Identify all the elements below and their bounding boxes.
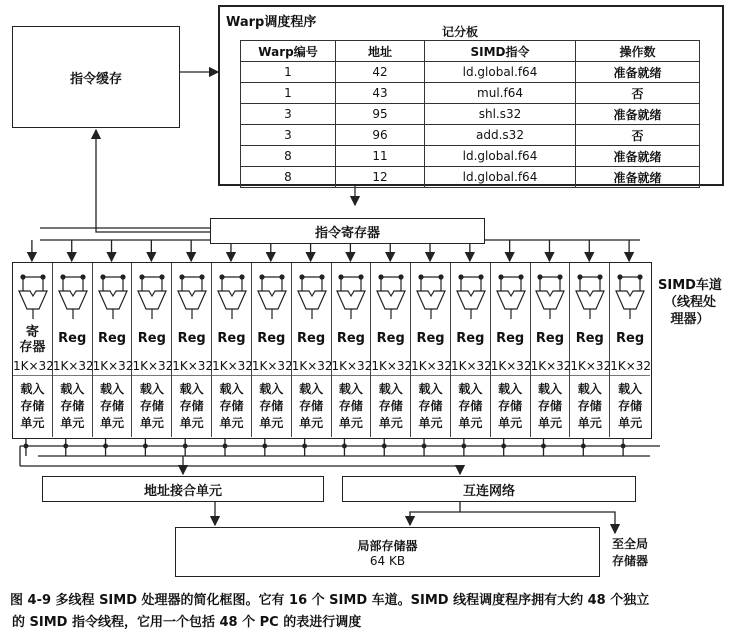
alu-icon — [174, 269, 210, 321]
register-file-size: 1K×32 — [570, 359, 612, 373]
register-file-size: 1K×32 — [450, 359, 492, 373]
alu-icon — [95, 269, 131, 321]
load-store-label-line1: 载入 — [60, 382, 85, 396]
cell-warp-id: 1 — [241, 62, 336, 83]
register-file-label: Reg — [58, 331, 87, 346]
lane-divider — [53, 375, 92, 376]
global-memory-label-line2: 存储器 — [612, 554, 649, 568]
load-store-label-line3: 单元 — [577, 416, 602, 430]
interconnect-network — [342, 476, 636, 502]
col-warp-id: Warp编号 — [241, 41, 336, 62]
load-store-label-line3: 单元 — [60, 416, 85, 430]
load-store-label-line3: 单元 — [537, 416, 562, 430]
register-file-size: 1K×32 — [411, 359, 452, 373]
load-store-label-line3: 单元 — [20, 416, 45, 430]
simd-lane — [332, 263, 372, 437]
simd-lane — [451, 263, 491, 437]
cell-operands: 否 — [576, 83, 700, 104]
register-file-label: Reg — [177, 331, 206, 346]
simd-lane — [212, 263, 252, 437]
register-file-size: 1K×32 — [13, 359, 54, 373]
simd-lane — [610, 263, 650, 437]
load-store-unit — [292, 381, 331, 432]
simd-lane — [531, 263, 571, 437]
lane-divider — [212, 375, 251, 376]
caption-line2: 的 SIMD 指令线程，它用一个包括 48 个 PC 的表进行调度 — [12, 615, 362, 630]
register-file-label: Reg — [535, 331, 565, 346]
load-store-label-line1: 载入 — [338, 382, 363, 396]
lane-divider — [252, 375, 291, 376]
register-file-label: Reg — [376, 331, 405, 346]
warp-scheduler — [218, 5, 724, 186]
cell-address: 11 — [336, 146, 425, 167]
cell-address: 42 — [336, 62, 425, 83]
load-store-unit — [371, 381, 410, 432]
alu-icon — [134, 269, 170, 321]
global-memory-label — [612, 536, 648, 570]
simd-lane — [172, 263, 212, 437]
cell-address: 95 — [336, 104, 425, 125]
register-file-label: Reg — [217, 331, 246, 346]
register-file-size: 1K×32 — [92, 359, 134, 373]
simd-lane — [53, 263, 93, 437]
register-file-label-line2: 存器 — [19, 340, 46, 355]
cell-operands: 准备就绪 — [576, 62, 700, 83]
register-file-size: 1K×32 — [251, 359, 293, 373]
load-store-unit — [53, 381, 92, 432]
cell-address: 12 — [336, 167, 425, 188]
instruction-cache — [12, 26, 180, 128]
lane-divider — [292, 375, 331, 376]
local-memory — [175, 527, 600, 577]
alu-icon — [532, 269, 568, 321]
load-store-unit — [13, 381, 52, 432]
lane-divider — [93, 375, 132, 376]
alu-icon — [254, 269, 290, 321]
load-store-label-line2: 存储 — [219, 399, 244, 413]
load-store-label-line1: 载入 — [20, 382, 45, 396]
load-store-label-line1: 载入 — [179, 382, 204, 396]
lane-divider — [411, 375, 450, 376]
alu-icon — [55, 269, 91, 321]
register-file-size: 1K×32 — [530, 359, 572, 373]
caption-line1: 图 4-9 多线程 SIMD 处理器的简化框图。它有 16 个 SIMD 车道。SIMD 线程调度程序拥有大约 48 个独立 — [10, 593, 650, 608]
load-store-label-line2: 存储 — [498, 399, 523, 413]
address-coalescing-label: 地址接合单元 — [143, 483, 222, 499]
col-simd-instruction: SIMD指令 — [425, 41, 576, 62]
cell-warp-id: 3 — [241, 104, 336, 125]
load-store-label-line2: 存储 — [458, 399, 483, 413]
register-file-label-line1: 寄 — [25, 325, 39, 340]
lane-divider — [451, 375, 490, 376]
scoreboard-row — [241, 83, 700, 104]
alu-icon — [294, 269, 330, 321]
load-store-label-line3: 单元 — [259, 416, 284, 430]
alu-icon — [214, 269, 250, 321]
col-address: 地址 — [336, 41, 425, 62]
scoreboard-row — [241, 146, 700, 167]
cell-warp-id: 8 — [241, 167, 336, 188]
simd-lane — [13, 263, 53, 437]
load-store-label-line1: 载入 — [378, 382, 403, 396]
local-memory-size: 64 KB — [369, 553, 406, 568]
simd-lane-label-line1: SIMD车道 — [658, 278, 722, 293]
load-store-unit — [172, 381, 211, 432]
lane-divider — [531, 375, 570, 376]
register-file-size: 1K×32 — [132, 359, 174, 373]
simd-lane-label — [658, 277, 722, 328]
load-store-unit — [531, 381, 570, 432]
alu-icon — [572, 269, 608, 321]
cell-warp-id: 3 — [241, 125, 336, 146]
scoreboard-row — [241, 167, 700, 188]
load-store-label-line1: 载入 — [219, 382, 244, 396]
load-store-unit — [93, 381, 132, 432]
load-store-label-line3: 单元 — [338, 416, 363, 430]
cell-operands: 否 — [576, 125, 700, 146]
cell-operands: 准备就绪 — [576, 146, 700, 167]
load-store-unit — [570, 381, 609, 432]
simd-lane — [292, 263, 332, 437]
load-store-label-line3: 单元 — [618, 416, 643, 430]
simd-lane — [371, 263, 411, 437]
simd-lane — [93, 263, 133, 437]
load-store-label-line2: 存储 — [618, 399, 643, 413]
register-file-size: 1K×32 — [331, 359, 373, 373]
simd-lane — [570, 263, 610, 437]
load-store-unit — [610, 381, 650, 432]
simd-lane-label-line2: （线程处 — [663, 295, 716, 310]
lane-divider — [332, 375, 371, 376]
cell-warp-id: 8 — [241, 146, 336, 167]
lane-divider — [610, 375, 650, 376]
simd-lane-label-line3: 理器） — [670, 312, 710, 327]
warp-scheduler-title: Warp调度程序 — [226, 15, 317, 30]
load-store-unit — [411, 381, 450, 432]
load-store-label-line2: 存储 — [100, 399, 125, 413]
scoreboard-table — [240, 40, 700, 188]
register-file-size: 1K×32 — [610, 359, 652, 373]
load-store-label-line2: 存储 — [338, 399, 363, 413]
register-file-label: Reg — [137, 331, 166, 346]
register-file-label: Reg — [456, 331, 485, 346]
load-store-label-line2: 存储 — [60, 399, 85, 413]
load-store-label-line1: 载入 — [577, 382, 602, 396]
simd-lane — [491, 263, 531, 437]
load-store-label-line1: 载入 — [299, 382, 324, 396]
cell-simd-instruction: shl.s32 — [425, 104, 576, 125]
alu-icon — [453, 269, 489, 321]
load-store-label-line2: 存储 — [378, 399, 403, 413]
load-store-unit — [132, 381, 171, 432]
load-store-label-line3: 单元 — [458, 416, 483, 430]
global-memory-label-line1: 至全局 — [612, 537, 649, 551]
register-file-size: 1K×32 — [490, 359, 532, 373]
scoreboard-title: 记分板 — [442, 25, 479, 39]
load-store-label-line1: 载入 — [618, 382, 643, 396]
cell-simd-instruction: ld.global.f64 — [425, 62, 576, 83]
lane-divider — [132, 375, 171, 376]
load-store-label-line2: 存储 — [577, 399, 602, 413]
register-file-label — [13, 325, 52, 355]
load-store-label-line2: 存储 — [179, 399, 204, 413]
simd-lane — [132, 263, 172, 437]
load-store-label-line1: 载入 — [418, 382, 443, 396]
cell-address: 43 — [336, 83, 425, 104]
cell-simd-instruction: ld.global.f64 — [425, 167, 576, 188]
load-store-label-line3: 单元 — [139, 416, 164, 430]
local-memory-label: 局部存储器 — [357, 538, 418, 553]
alu-icon — [15, 269, 51, 321]
load-store-label-line2: 存储 — [20, 399, 45, 413]
load-store-label-line1: 载入 — [139, 382, 164, 396]
instruction-cache-label: 指令缓存 — [69, 71, 122, 87]
cell-warp-id: 1 — [241, 83, 336, 104]
load-store-label-line3: 单元 — [179, 416, 204, 430]
cell-simd-instruction: add.s32 — [425, 125, 576, 146]
cell-address: 96 — [336, 125, 425, 146]
load-store-label-line2: 存储 — [418, 399, 443, 413]
load-store-label-line1: 载入 — [498, 382, 523, 396]
scoreboard-row — [241, 62, 700, 83]
load-store-label-line3: 单元 — [498, 416, 523, 430]
col-operands: 操作数 — [576, 41, 700, 62]
load-store-unit — [332, 381, 371, 432]
load-store-label-line2: 存储 — [259, 399, 284, 413]
scoreboard-row — [241, 104, 700, 125]
lane-divider — [13, 375, 52, 376]
alu-icon — [612, 269, 648, 321]
simd-lane — [252, 263, 292, 437]
register-file-label: Reg — [575, 331, 604, 346]
register-file-label: Reg — [257, 331, 286, 346]
alu-icon — [493, 269, 529, 321]
alu-icon — [333, 269, 369, 321]
simd-lanes-array — [12, 262, 652, 439]
instruction-register — [210, 218, 485, 244]
register-file-size: 1K×32 — [371, 359, 413, 373]
cell-operands: 准备就绪 — [576, 167, 700, 188]
load-store-label-line1: 载入 — [537, 382, 562, 396]
load-store-unit — [491, 381, 530, 432]
interconnect-label: 互连网络 — [462, 483, 515, 499]
load-store-label-line3: 单元 — [219, 416, 244, 430]
scoreboard-row — [241, 125, 700, 146]
cell-operands: 准备就绪 — [576, 104, 700, 125]
register-file-size: 1K×32 — [212, 359, 253, 373]
register-file-label: Reg — [97, 331, 127, 346]
load-store-label-line3: 单元 — [299, 416, 324, 430]
figure-caption — [10, 590, 725, 634]
lane-divider — [172, 375, 211, 376]
register-file-label: Reg — [416, 331, 445, 346]
load-store-label-line3: 单元 — [100, 416, 125, 430]
register-file-size: 1K×32 — [172, 359, 214, 373]
lane-divider — [491, 375, 530, 376]
instruction-register-label: 指令寄存器 — [314, 225, 380, 241]
load-store-unit — [212, 381, 251, 432]
register-file-label: Reg — [297, 331, 326, 346]
load-store-label-line3: 单元 — [378, 416, 403, 430]
scoreboard-header-row — [241, 41, 700, 62]
load-store-label-line1: 载入 — [100, 382, 125, 396]
load-store-label-line1: 载入 — [458, 382, 483, 396]
register-file-size: 1K×32 — [291, 359, 333, 373]
load-store-label-line1: 载入 — [259, 382, 284, 396]
load-store-unit — [252, 381, 291, 432]
load-store-label-line3: 单元 — [418, 416, 443, 430]
load-store-label-line2: 存储 — [139, 399, 164, 413]
register-file-label: Reg — [336, 331, 365, 346]
simd-lane — [411, 263, 451, 437]
register-file-label: Reg — [496, 331, 525, 346]
load-store-label-line2: 存储 — [299, 399, 324, 413]
lane-divider — [371, 375, 410, 376]
cell-simd-instruction: mul.f64 — [425, 83, 576, 104]
cell-simd-instruction: ld.global.f64 — [425, 146, 576, 167]
register-file-size: 1K×32 — [52, 359, 94, 373]
load-store-unit — [451, 381, 490, 432]
lane-divider — [570, 375, 609, 376]
register-file-label: Reg — [616, 331, 645, 346]
address-coalescing-unit — [42, 476, 324, 502]
alu-icon — [373, 269, 409, 321]
alu-icon — [413, 269, 449, 321]
load-store-label-line2: 存储 — [537, 399, 562, 413]
